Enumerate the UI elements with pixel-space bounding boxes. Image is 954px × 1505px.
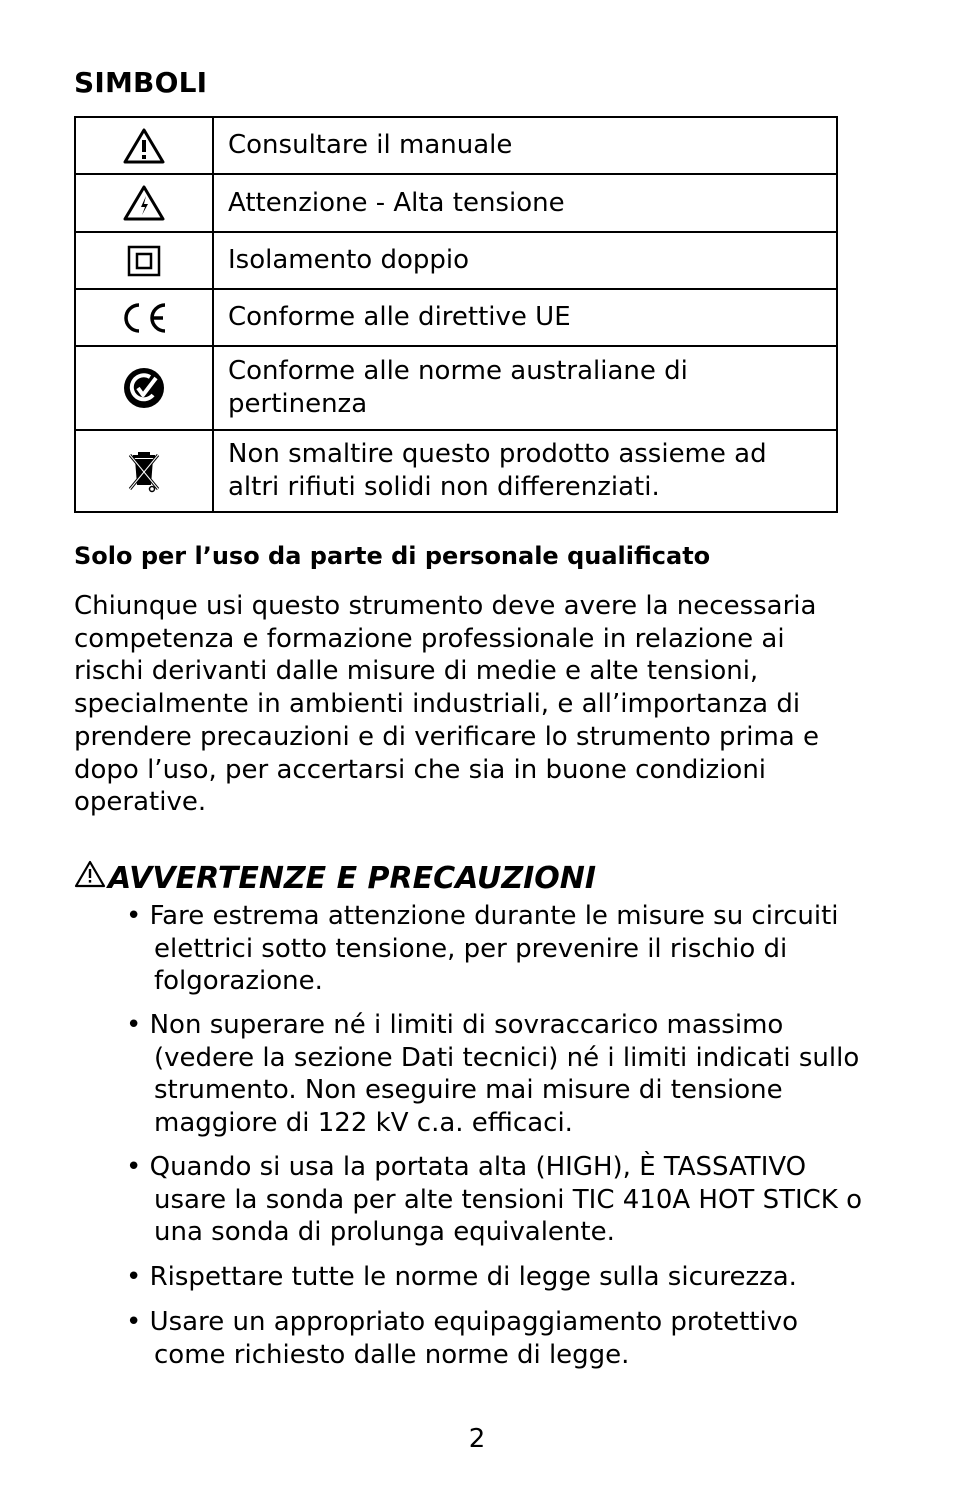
ce-mark-icon: [76, 301, 212, 335]
symbol-icon-cell: [75, 346, 213, 430]
double-insulation-icon: [76, 245, 212, 277]
warnings-title: AVVERTENZE E PRECAUZIONI: [108, 860, 597, 896]
warning-triangle-icon: [74, 860, 108, 896]
symbols-table: [74, 116, 838, 513]
weee-crossed-bin-icon: [76, 449, 212, 493]
warning-item: • Non superare né i limiti di sovraccarico massimo (vedere la sezione Dati tecnici) né i limiti indicati sullo strumento. Non eseguire mai misure di tensione maggiore di 122 kV c.a. efficaci.: [126, 1010, 860, 1139]
qualified-personnel-paragraph: Chiunque usi questo strumento deve avere la necessaria competenza e formazione professionale in relazione ai rischi derivanti dalle misure di medie e alte tensioni, specialmente in ambienti industriali, e all’importanza di prendere precauzioni e di verificare lo strumento prima e dopo l’uso, per accertarsi che sia in buone condizioni operative.: [74, 591, 819, 818]
symbol-label: Conforme alle norme australiane di pertinenza: [213, 346, 837, 430]
symbol-label: Isolamento doppio: [213, 232, 837, 289]
qualified-personnel-title: Solo per l’uso da parte di personale qualificato: [74, 542, 711, 570]
high-voltage-triangle-icon: [76, 184, 212, 222]
warning-item: • Quando si usa la portata alta (HIGH), È TASSATIVO usare la sonda per alte tensioni TIC 410A HOT STICK o una sonda di prolunga equivalente.: [126, 1152, 863, 1248]
symbol-label: Consultare il manuale: [213, 117, 837, 174]
warnings-heading: [74, 860, 596, 896]
symbol-label: Attenzione - Alta tensione: [213, 174, 837, 232]
page-number: 2: [468, 1424, 486, 1454]
symbol-icon-cell: [75, 430, 213, 512]
symbol-row: [75, 430, 837, 512]
warning-item: • Usare un appropriato equipaggiamento protettivo come richiesto dalle norme di legge.: [126, 1307, 798, 1370]
c-tick-mark-icon: [76, 366, 212, 410]
symbol-icon-cell: [75, 289, 213, 346]
warning-item: • Fare estrema attenzione durante le misure su circuiti elettrici sotto tensione, per prevenire il rischio di folgorazione.: [126, 901, 839, 997]
symbol-row: [75, 174, 837, 232]
symbol-row: [75, 232, 837, 289]
warning-triangle-icon: [76, 127, 212, 165]
warning-item: • Rispettare tutte le norme di legge sulla sicurezza.: [126, 1262, 797, 1292]
symbol-row: [75, 117, 837, 174]
symbol-icon-cell: [75, 117, 213, 174]
symbol-label: Non smaltire questo prodotto assieme ad altri rifiuti solidi non differenziati.: [213, 430, 837, 512]
section-title: SIMBOLI: [74, 66, 208, 99]
symbol-row: [75, 289, 837, 346]
symbol-label: Conforme alle direttive UE: [213, 289, 837, 346]
symbol-icon-cell: [75, 232, 213, 289]
symbol-row: [75, 346, 837, 430]
symbol-icon-cell: [75, 174, 213, 232]
